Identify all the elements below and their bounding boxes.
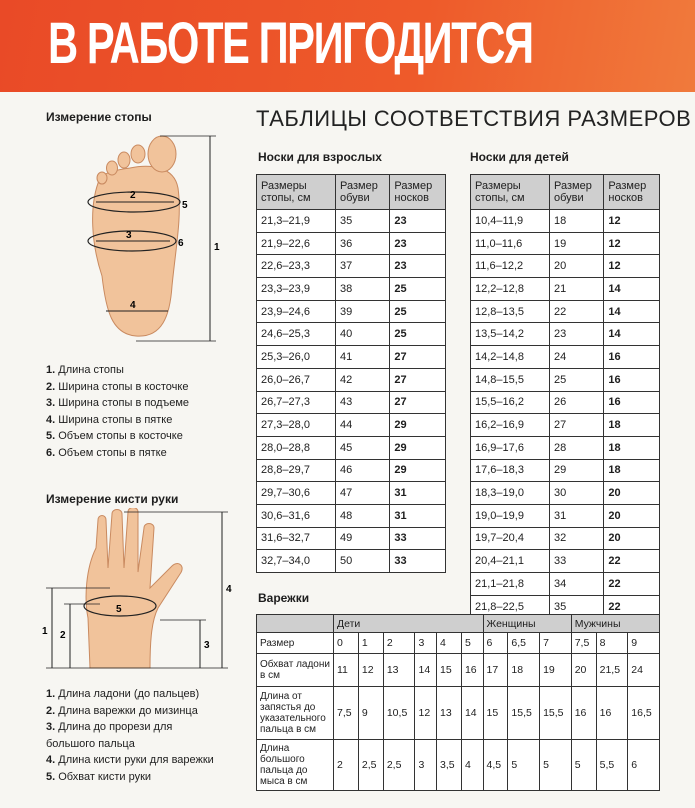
table-row [257, 210, 446, 233]
sock-size-cell: 29 [390, 459, 446, 482]
foot-size-cell: 11,6–12,2 [471, 255, 550, 278]
shoe-size-cell: 22 [550, 300, 604, 323]
sock-size-cell: 33 [390, 550, 446, 573]
foot-size-cell: 13,5–14,2 [471, 323, 550, 346]
foot-size-cell: 26,7–27,3 [257, 391, 336, 414]
shoe-size-cell: 39 [336, 300, 390, 323]
shoe-size-cell: 40 [336, 323, 390, 346]
kids-socks-body [471, 210, 660, 618]
sock-size-cell: 12 [604, 232, 660, 255]
foot-size-cell: 21,8–22,5 [471, 595, 550, 618]
column-header: Размеры стопы, см [257, 175, 336, 210]
sock-size-cell: 27 [390, 346, 446, 369]
size-cell: 9 [628, 633, 660, 654]
shoe-size-cell: 30 [550, 482, 604, 505]
value-cell: 10,5 [383, 687, 415, 740]
legend-item: 5. Обхват кисти руки [46, 770, 152, 783]
table-row [257, 391, 446, 414]
toe [131, 145, 145, 163]
shoe-size-cell: 46 [336, 459, 390, 482]
shoe-size-cell: 35 [550, 595, 604, 618]
row-label: Размер [257, 633, 334, 654]
value-cell: 4 [461, 740, 483, 791]
sock-size-cell: 12 [604, 210, 660, 233]
shoe-size-cell: 38 [336, 278, 390, 301]
table-row [471, 232, 660, 255]
shoe-size-cell: 42 [336, 368, 390, 391]
size-cell: 7 [540, 633, 572, 654]
value-cell: 12 [415, 687, 437, 740]
hand-heading: Измерение кисти руки [46, 492, 179, 506]
foot-size-cell: 28,8–29,7 [257, 459, 336, 482]
group-header-row [257, 615, 660, 633]
foot-size-cell: 31,6–32,7 [257, 527, 336, 550]
sock-size-cell: 23 [390, 232, 446, 255]
table-row [257, 300, 446, 323]
hand-diagram [40, 508, 240, 678]
table-row [257, 459, 446, 482]
toe [97, 172, 107, 184]
table-row [471, 391, 660, 414]
value-cell: 14 [415, 654, 437, 687]
row-label: Длина большого пальца до мыса в см [257, 740, 334, 791]
value-cell: 16 [461, 654, 483, 687]
value-cell: 3,5 [437, 740, 462, 791]
shoe-size-cell: 50 [336, 550, 390, 573]
foot-size-cell: 27,3–28,0 [257, 414, 336, 437]
value-cell: 16 [571, 687, 596, 740]
sock-size-cell: 20 [604, 527, 660, 550]
table-row [257, 504, 446, 527]
size-cell: 0 [334, 633, 359, 654]
foot-size-cell: 19,0–19,9 [471, 504, 550, 527]
shoe-size-cell: 36 [336, 232, 390, 255]
big-toe [148, 136, 176, 172]
group-header: Дети [334, 615, 484, 633]
foot-size-cell: 15,5–16,2 [471, 391, 550, 414]
legend-item: 1. Длина ладони (до пальцев) [46, 688, 200, 700]
shoe-size-cell: 37 [336, 255, 390, 278]
value-cell: 5 [508, 740, 540, 791]
shoe-size-cell: 20 [550, 255, 604, 278]
value-cell: 20 [571, 654, 596, 687]
column-header: Размер обуви [550, 175, 604, 210]
legend-item: 2. Длина варежки до мизинца [46, 704, 198, 717]
title-banner [0, 0, 695, 92]
foot-label-2: 2 [130, 190, 136, 201]
shoe-size-cell: 24 [550, 346, 604, 369]
shoe-size-cell: 19 [550, 232, 604, 255]
sock-size-cell: 14 [604, 323, 660, 346]
foot-heading: Измерение стопы [46, 110, 152, 124]
toe [118, 152, 130, 168]
value-cell: 17 [483, 654, 508, 687]
legend-item: 3. Длина до прорези для большого пальца [46, 721, 173, 750]
shoe-size-cell: 47 [336, 482, 390, 505]
table-row [257, 550, 446, 573]
hand-label-2: 2 [60, 630, 66, 641]
value-cell: 5 [540, 740, 572, 791]
table-row [471, 368, 660, 391]
value-cell: 15 [483, 687, 508, 740]
sock-size-cell: 22 [604, 595, 660, 618]
shoe-size-cell: 34 [550, 573, 604, 596]
sock-size-cell: 18 [604, 436, 660, 459]
foot-size-cell: 23,3–23,9 [257, 278, 336, 301]
value-cell: 21,5 [596, 654, 628, 687]
foot-size-cell: 14,2–14,8 [471, 346, 550, 369]
sock-size-cell: 31 [390, 504, 446, 527]
size-row [257, 633, 660, 654]
value-cell: 2,5 [383, 740, 415, 791]
value-cell: 7,5 [334, 687, 359, 740]
foot-size-cell: 12,8–13,5 [471, 300, 550, 323]
sock-size-cell: 33 [390, 527, 446, 550]
sock-size-cell: 18 [604, 414, 660, 437]
foot-size-cell: 25,3–26,0 [257, 346, 336, 369]
hand-label-4: 4 [226, 584, 232, 595]
adult-socks-body [257, 210, 446, 573]
sock-size-cell: 20 [604, 482, 660, 505]
table-row [471, 436, 660, 459]
size-cell: 8 [596, 633, 628, 654]
size-cell: 5 [461, 633, 483, 654]
shoe-size-cell: 45 [336, 436, 390, 459]
value-cell: 24 [628, 654, 660, 687]
foot-label-6: 6 [178, 238, 184, 249]
size-cell: 1 [358, 633, 383, 654]
table-row [471, 459, 660, 482]
legend-item: 3. Ширина стопы в подъеме [46, 397, 190, 409]
sock-size-cell: 27 [390, 391, 446, 414]
sock-size-cell: 29 [390, 414, 446, 437]
shoe-size-cell: 49 [336, 527, 390, 550]
table-row [471, 210, 660, 233]
value-cell: 13 [437, 687, 462, 740]
hand-label-3: 3 [204, 640, 210, 651]
table-row [257, 255, 446, 278]
hand-label-1: 1 [42, 626, 48, 637]
column-header: Размеры стопы, см [471, 175, 550, 210]
table-row [471, 300, 660, 323]
mittens-heading: Варежки [258, 591, 310, 605]
sock-size-cell: 14 [604, 300, 660, 323]
value-cell: 9 [358, 687, 383, 740]
mittens-table [256, 614, 660, 791]
value-cell: 4,5 [483, 740, 508, 791]
foot-size-cell: 24,6–25,3 [257, 323, 336, 346]
shoe-size-cell: 32 [550, 527, 604, 550]
shoe-size-cell: 35 [336, 210, 390, 233]
foot-legend [46, 362, 189, 461]
sock-size-cell: 22 [604, 573, 660, 596]
sock-size-cell: 25 [390, 278, 446, 301]
sock-size-cell: 22 [604, 550, 660, 573]
value-cell: 5,5 [596, 740, 628, 791]
table-row [257, 346, 446, 369]
shoe-size-cell: 48 [336, 504, 390, 527]
sock-size-cell: 31 [390, 482, 446, 505]
foot-size-cell: 17,6–18,3 [471, 459, 550, 482]
table-row [471, 323, 660, 346]
sock-size-cell: 23 [390, 255, 446, 278]
shoe-size-cell: 27 [550, 414, 604, 437]
group-header: Женщины [483, 615, 571, 633]
table-row [471, 527, 660, 550]
foot-size-cell: 26,0–26,7 [257, 368, 336, 391]
table-row [471, 573, 660, 596]
hand-legend [46, 686, 216, 785]
column-header: Размер носков [390, 175, 446, 210]
adult-socks-table [256, 174, 446, 573]
foot-size-cell: 14,8–15,5 [471, 368, 550, 391]
toe [107, 161, 118, 175]
kids-socks-table [470, 174, 660, 618]
legend-item: 1. Длина стопы [46, 364, 124, 376]
table-row [257, 414, 446, 437]
shoe-size-cell: 21 [550, 278, 604, 301]
table-row [257, 436, 446, 459]
adult-socks-heading: Носки для взрослых [258, 150, 382, 164]
value-cell: 18 [508, 654, 540, 687]
size-cell: 4 [437, 633, 462, 654]
foot-label-5: 5 [182, 200, 188, 211]
shoe-size-cell: 18 [550, 210, 604, 233]
sock-size-cell: 14 [604, 278, 660, 301]
size-cell: 7,5 [571, 633, 596, 654]
sock-size-cell: 27 [390, 368, 446, 391]
foot-size-cell: 19,7–20,4 [471, 527, 550, 550]
foot-size-cell: 20,4–21,1 [471, 550, 550, 573]
table-row [471, 278, 660, 301]
value-cell: 15,5 [508, 687, 540, 740]
foot-size-cell: 21,1–21,8 [471, 573, 550, 596]
shoe-size-cell: 26 [550, 391, 604, 414]
group-header: Мужчины [571, 615, 659, 633]
size-cell: 6,5 [508, 633, 540, 654]
column-header: Размер носков [604, 175, 660, 210]
foot-size-cell: 11,0–11,6 [471, 232, 550, 255]
table-row [471, 346, 660, 369]
sock-size-cell: 16 [604, 346, 660, 369]
shoe-size-cell: 23 [550, 323, 604, 346]
table-row [257, 278, 446, 301]
table-row [471, 414, 660, 437]
value-cell: 6 [628, 740, 660, 791]
foot-label-4: 4 [130, 300, 136, 311]
value-cell: 19 [540, 654, 572, 687]
tables-title: ТАБЛИЦЫ СООТВЕТСТВИЯ РАЗМЕРОВ [256, 106, 692, 131]
value-cell: 16 [596, 687, 628, 740]
shoe-size-cell: 28 [550, 436, 604, 459]
size-cell: 3 [415, 633, 437, 654]
foot-size-cell: 29,7–30,6 [257, 482, 336, 505]
table-row [257, 527, 446, 550]
value-cell: 13 [383, 654, 415, 687]
legend-item: 4. Длина кисти руки для варежки [46, 754, 214, 766]
shoe-size-cell: 41 [336, 346, 390, 369]
table-row [257, 740, 660, 791]
foot-size-cell: 18,3–19,0 [471, 482, 550, 505]
sock-size-cell: 20 [604, 504, 660, 527]
table-row [257, 654, 660, 687]
value-cell: 2 [334, 740, 359, 791]
mittens-body [257, 615, 660, 791]
sock-size-cell: 16 [604, 368, 660, 391]
table-row [471, 255, 660, 278]
table-row [257, 323, 446, 346]
legend-item: 4. Ширина стопы в пятке [46, 413, 173, 426]
foot-size-cell: 12,2–12,8 [471, 278, 550, 301]
empty-cell [257, 615, 334, 633]
shoe-size-cell: 43 [336, 391, 390, 414]
value-cell: 12 [358, 654, 383, 687]
size-cell: 6 [483, 633, 508, 654]
shoe-size-cell: 44 [336, 414, 390, 437]
value-cell: 14 [461, 687, 483, 740]
column-header: Размер обуви [336, 175, 390, 210]
legend-item: 5. Объем стопы в косточке [46, 430, 183, 442]
value-cell: 16,5 [628, 687, 660, 740]
shoe-size-cell: 31 [550, 504, 604, 527]
row-label: Длина от запястья до указательного пальца в см [257, 687, 334, 740]
foot-label-3: 3 [126, 230, 132, 241]
foot-label-1: 1 [214, 242, 220, 253]
value-cell: 15 [437, 654, 462, 687]
table-row [471, 504, 660, 527]
shoe-size-cell: 25 [550, 368, 604, 391]
foot-size-cell: 21,9–22,6 [257, 232, 336, 255]
shoe-size-cell: 29 [550, 459, 604, 482]
sock-size-cell: 25 [390, 323, 446, 346]
sock-size-cell: 18 [604, 459, 660, 482]
value-cell: 3 [415, 740, 437, 791]
foot-size-cell: 21,3–21,9 [257, 210, 336, 233]
kids-socks-heading: Носки для детей [470, 150, 569, 164]
sock-size-cell: 25 [390, 300, 446, 323]
foot-size-cell: 28,0–28,8 [257, 436, 336, 459]
foot-size-cell: 32,7–34,0 [257, 550, 336, 573]
value-cell: 2,5 [358, 740, 383, 791]
foot-size-cell: 23,9–24,6 [257, 300, 336, 323]
foot-size-cell: 16,2–16,9 [471, 414, 550, 437]
size-cell: 2 [383, 633, 415, 654]
value-cell: 11 [334, 654, 359, 687]
foot-size-cell: 30,6–31,6 [257, 504, 336, 527]
foot-size-cell: 22,6–23,3 [257, 255, 336, 278]
table-row [257, 368, 446, 391]
table-row [471, 550, 660, 573]
foot-size-cell: 16,9–17,6 [471, 436, 550, 459]
legend-item: 2. Ширина стопы в косточке [46, 380, 189, 393]
value-cell: 15,5 [540, 687, 572, 740]
sock-size-cell: 16 [604, 391, 660, 414]
legend-item: 6. Объем стопы в пятке [46, 446, 167, 459]
sock-size-cell: 12 [604, 255, 660, 278]
table-row [471, 482, 660, 505]
row-label: Обхват ладони в см [257, 654, 334, 687]
hand-label-5: 5 [116, 604, 122, 615]
sock-size-cell: 29 [390, 436, 446, 459]
foot-diagram [40, 126, 230, 350]
foot-size-cell: 10,4–11,9 [471, 210, 550, 233]
table-row [257, 482, 446, 505]
shoe-size-cell: 33 [550, 550, 604, 573]
sock-size-cell: 23 [390, 210, 446, 233]
table-row [257, 687, 660, 740]
page-title: В РАБОТЕ ПРИГОДИТСЯ [48, 11, 533, 76]
value-cell: 5 [571, 740, 596, 791]
table-row [257, 232, 446, 255]
